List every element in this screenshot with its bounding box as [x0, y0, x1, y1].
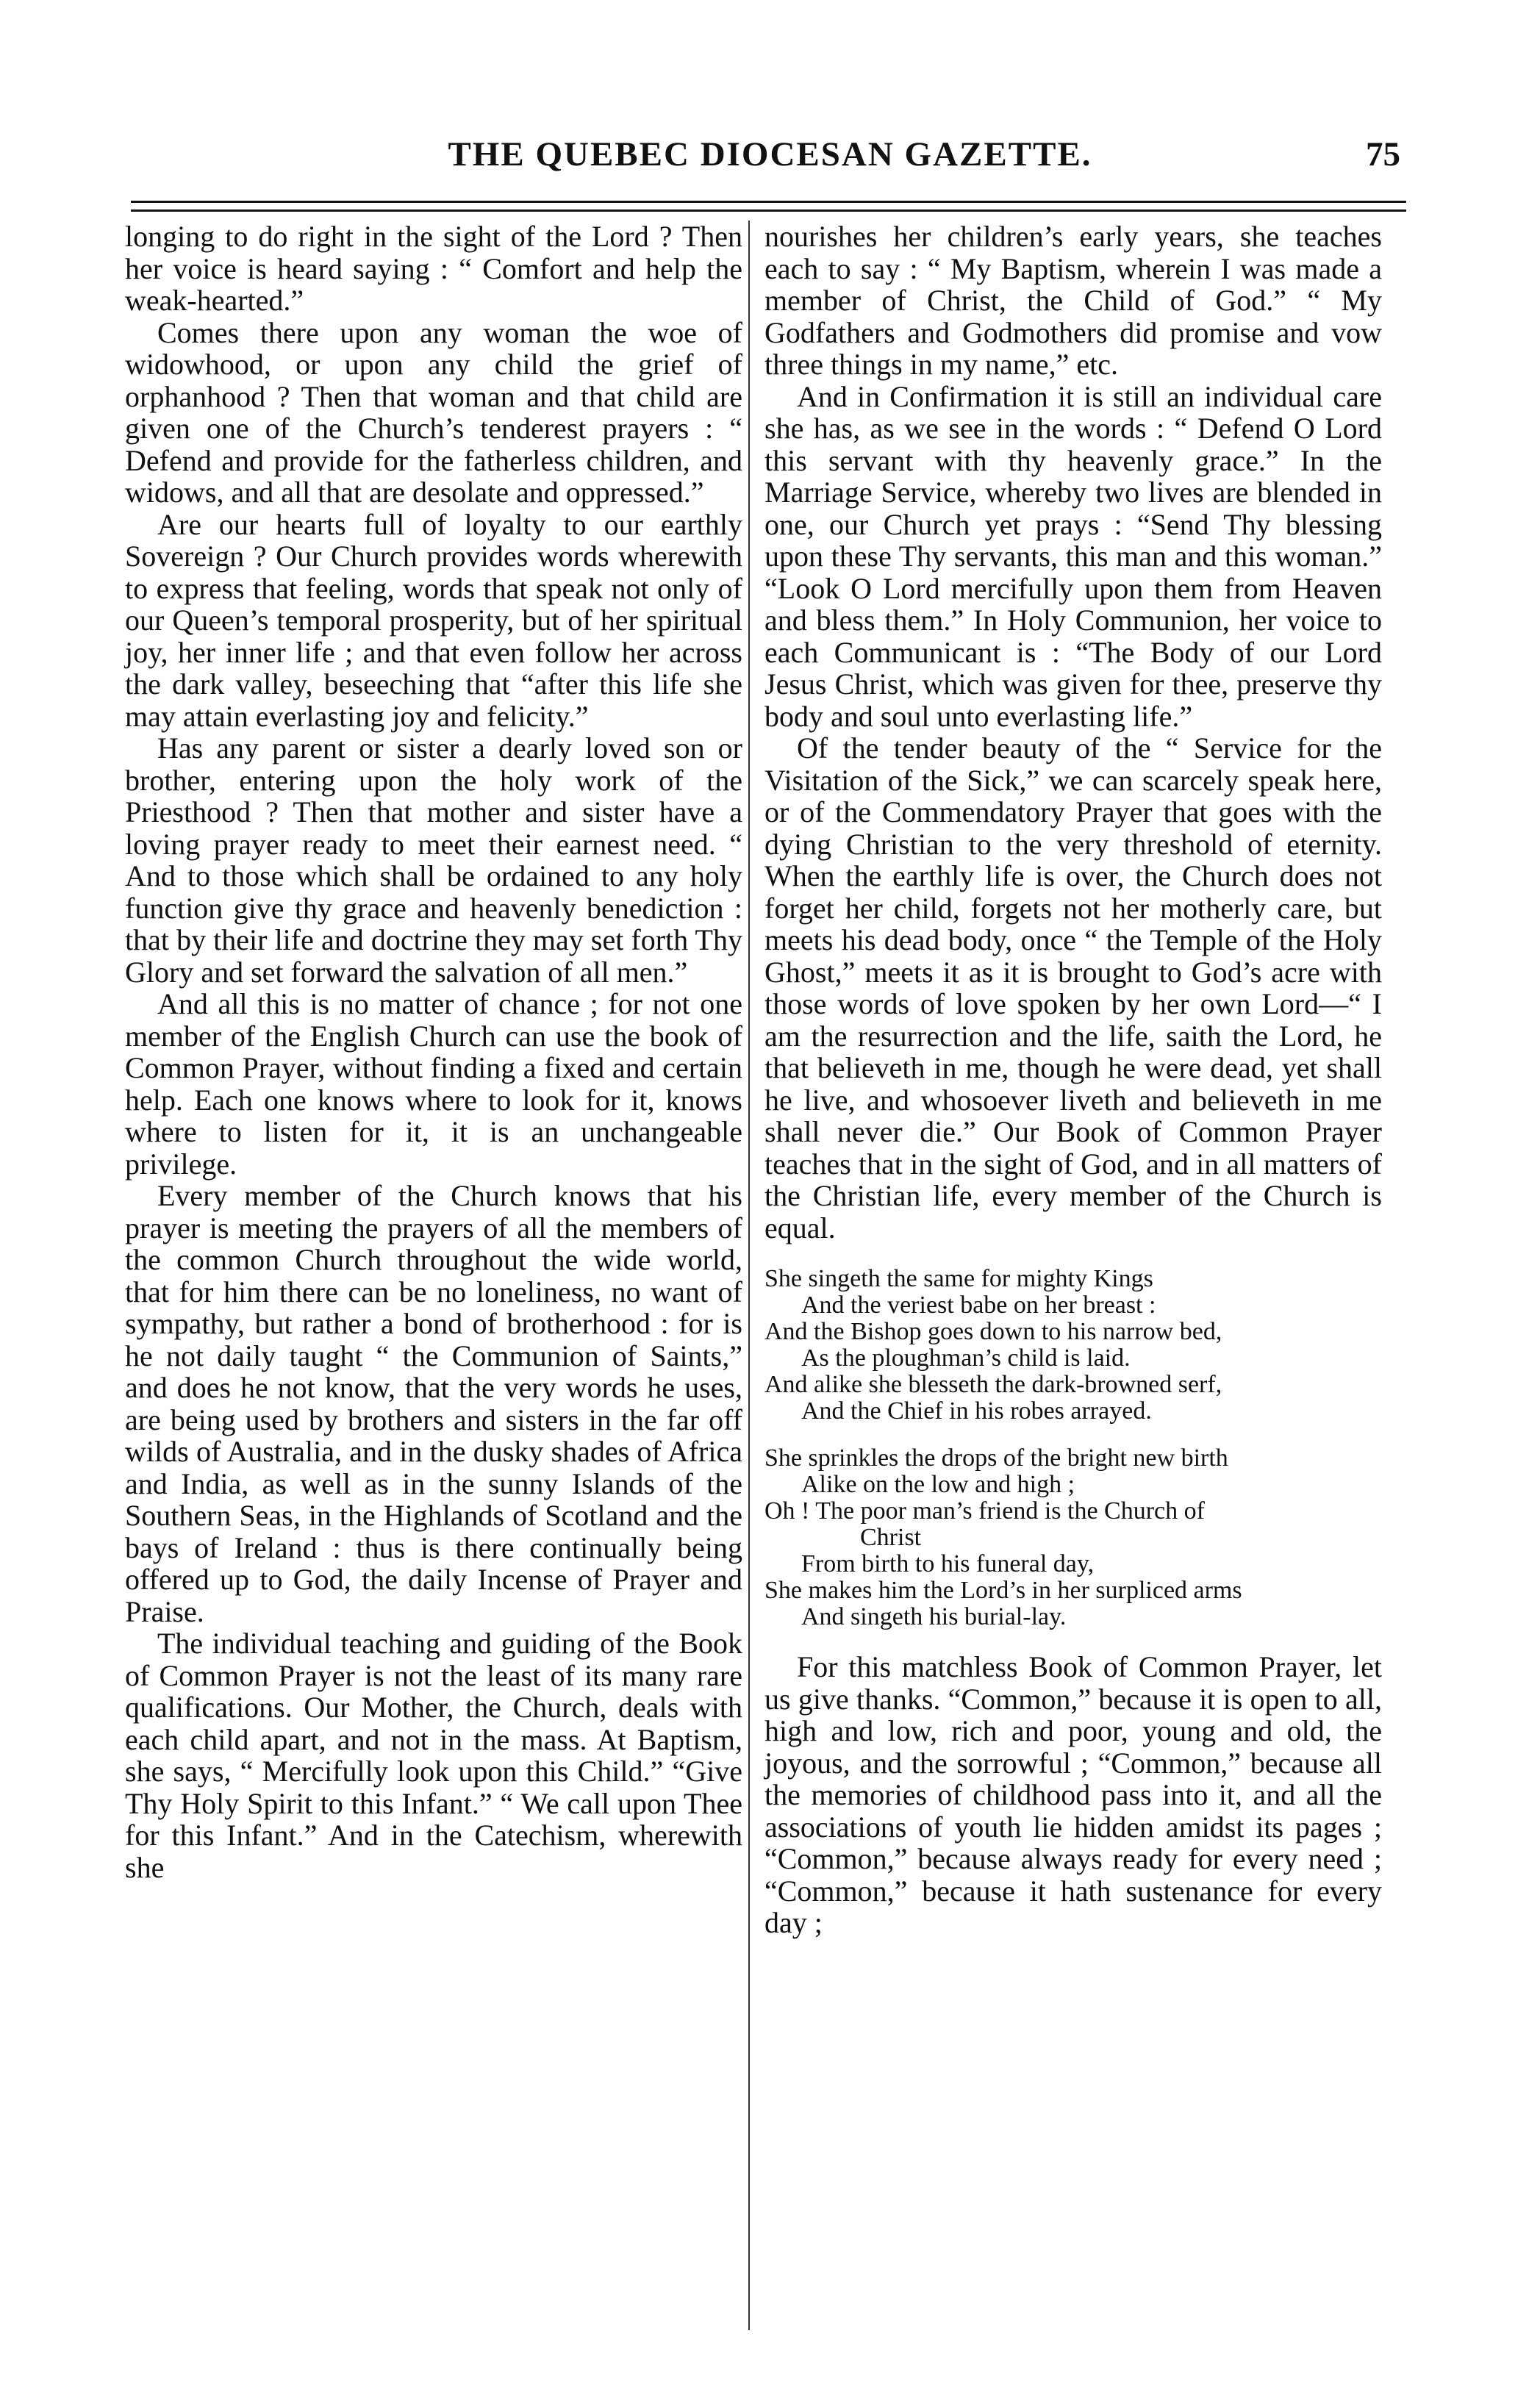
- poem-line: From birth to his funeral day,: [801, 1550, 1095, 1577]
- poem-line: And singeth his burial-lay.: [801, 1603, 1067, 1630]
- paragraph: Are our hearts full of loyalty to our earthly Sovereign ? Our Church provides words wherewith to express that feeling, words that speak not only of our Queen’s temporal prosperity, but of her spiritual joy, her inner life ; and that even follow her across the dark valley, beseeching that “after this life she may attain everlasting joy and felicity.”: [125, 507, 742, 733]
- poem-line: And the veriest babe on her breast :: [801, 1292, 1156, 1319]
- page-header: [0, 135, 1540, 186]
- poem-line: She sprinkles the drops of the bright new birth: [764, 1444, 1228, 1472]
- poem-line: She singeth the same for mighty Kings: [764, 1265, 1153, 1292]
- paragraph: The individual teaching and guiding of the Book of Common Prayer is not the least of its many rare qualifications. Our Mother, the Church, deals with each child apart, and not in the mass. At Baptism, she says, “ Mercifully look upon this Child.” “Give Thy Holy Spirit to this Infant.” “ We call upon Thee for this Infant.” And in the Catechism, wherewith she: [125, 1627, 742, 1884]
- paragraph: Comes there upon any woman the woe of widowhood, or upon any child the grief of orphanhood ? Then that woman and that child are given one of the Church’s tenderest prayers : “ Defend and provide for the fatherless children, and widows, and all that are desolate and oppressed.”: [125, 315, 742, 509]
- page-title: THE QUEBEC DIOCESAN GAZETTE.: [448, 135, 1092, 173]
- right-column: [764, 221, 1382, 1939]
- poem-stanza: [764, 1445, 1382, 1630]
- poem-line: As the ploughman’s child is laid.: [801, 1344, 1131, 1372]
- paragraph: Of the tender beauty of the “ Service for the Visitation of the Sick,” we can scarcely speak here, or of the Commendatory Prayer that goes with the dying Christian to the very threshold of eternity. When the earthly life is over, the Church does not forget her child, forgets not her motherly care, but meets his dead body, once “ the Temple of the Holy Ghost,” meets it as it is brought to God’s acre with those words of love spoken by her own Lord—“ I am the resurrection and the life, saith the Lord, he that believeth in me, though he were dead, yet shall he live, and whosoever liveth and believeth in me shall never die.” Our Book of Common Prayer teaches that in the sight of God, and in all matters of the Christian life, every member of the Church is equal.: [764, 731, 1382, 1244]
- poem-line: Christ: [860, 1524, 922, 1551]
- poem-line: She makes him the Lord’s in her surpliced arms: [764, 1577, 1242, 1604]
- poem-line: Alike on the low and high ;: [801, 1471, 1075, 1498]
- column-divider: [748, 221, 750, 2330]
- paragraph: nourishes her children’s early years, she teaches each to say : “ My Baptism, wherein I was made a member of Christ, the Child of God.” “ My Godfathers and Godmothers did promise and vow three things in my name,” etc.: [764, 220, 1382, 381]
- paragraph: longing to do right in the sight of the Lord ? Then her voice is heard saying : “ Comfort and help the weak-hearted.”: [125, 220, 742, 317]
- header-rule-bottom: [131, 209, 1406, 212]
- poem-line: And the Bishop goes down to his narrow bed,: [764, 1318, 1222, 1345]
- paragraph: And in Confirmation it is still an individual care she has, as we see in the words : “ Defend O Lord this servant with thy heavenly grace.” In the Marriage Service, whereby two lives are blended in one, our Church yet prays : “Send Thy blessing upon these Thy servants, this man and this woman.” “Look O Lord mercifully upon them from Heaven and bless them.” In Holy Communion, her voice to each Communicant is : “The Body of our Lord Jesus Christ, which was given for thee, preserve thy body and soul unto everlasting life.”: [764, 379, 1382, 733]
- left-column: [125, 221, 742, 1883]
- paragraph: Every member of the Church knows that his prayer is meeting the prayers of all the members of the common Church throughout the wide world, that for him there can be no loneliness, no want of sympathy, but rather a bond of brotherhood : for is he not daily taught “ the Communion of Saints,” and does he not know, that the very words he uses, are being used by brothers and sisters in the far off wilds of Australia, and in the dusky shades of Africa and India, as well as in the sunny Islands of the Southern Seas, in the Highlands of Scotland and the bays of Ireland : thus is there continually being offered up to God, the daily Incense of Prayer and Praise.: [125, 1179, 742, 1628]
- paragraph: For this matchless Book of Common Prayer, let us give thanks. “Common,” because it is open to all, high and low, rich and poor, young and old, the joyous, and the sorrowful ; “Common,” because all the memories of childhood pass into it, and all the associations of youth lie hidden amidst its pages ; “Common,” because always ready for every need ; “Common,” because it hath sustenance for every day ;: [764, 1650, 1382, 1939]
- paragraph: And all this is no matter of chance ; for not one member of the English Church can use the book of Common Prayer, without finding a fixed and certain help. Each one knows where to look for it, knows where to listen for it, it is an unchangeable privilege.: [125, 987, 742, 1181]
- poem-line: And alike she blesseth the dark-browned serf,: [764, 1371, 1222, 1398]
- poem-line: And the Chief in his robes arrayed.: [801, 1397, 1152, 1425]
- poem: [764, 1266, 1382, 1630]
- poem-stanza: [764, 1266, 1382, 1425]
- paragraph: Has any parent or sister a dearly loved son or brother, entering upon the holy work of the Priesthood ? Then that mother and sister have a loving prayer ready to meet their earnest need. “ And to those which shall be ordained to any holy function give thy grace and heavenly benediction : that by their life and doctrine they may set forth Thy Glory and set forward the salvation of all men.”: [125, 731, 742, 989]
- page-number: 75: [1366, 135, 1400, 173]
- header-rule-top: [131, 201, 1406, 203]
- poem-line: Oh ! The poor man’s friend is the Church of: [764, 1497, 1205, 1525]
